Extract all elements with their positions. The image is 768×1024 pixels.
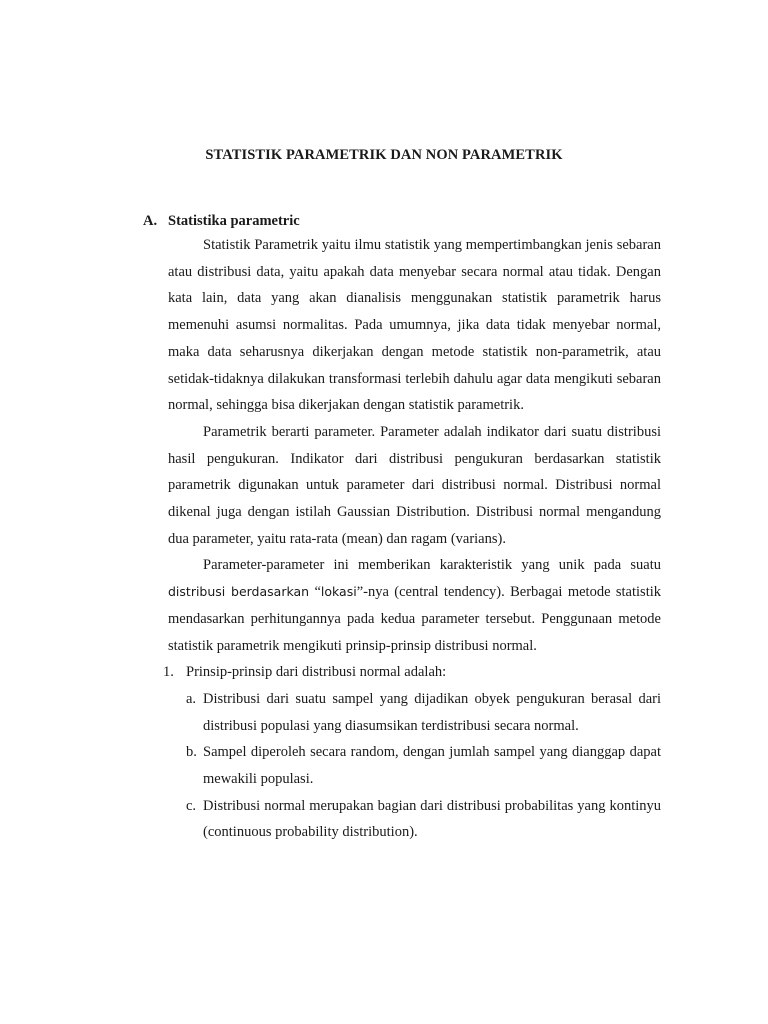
numbered-item-1 (163, 659, 661, 686)
section-heading (143, 213, 300, 230)
paragraph-3-sans-run-2: lokasi (320, 584, 357, 600)
list-marker: a. (186, 690, 197, 707)
list-marker: c. (186, 797, 197, 814)
numbered-text: Prinsip-prinsip dari distribusi normal adalah: (186, 664, 447, 681)
list-item-text: Distribusi normal merupakan bagian dari distribusi probabilitas yang kontinyu (continuous probability distribution). (203, 797, 661, 841)
list-item-text: Sampel diperoleh secara random, dengan jumlah sampel yang dianggap dapat mewakili populasi. (203, 744, 661, 788)
list-item (186, 793, 661, 846)
list-item-text: Distribusi dari suatu sampel yang dijadikan obyek pengukuran berasal dari distribusi populasi yang diasumsikan terdistribusi secara normal. (203, 690, 661, 734)
paragraph-3-text-a: Parameter-parameter ini memberikan karakteristik yang unik pada suatu (203, 557, 661, 574)
section-body (163, 232, 661, 846)
paragraph-1: Statistik Parametrik yaitu ilmu statistik yang mempertimbangkan jenis sebaran atau distribusi data, yaitu apakah data menyebar secara normal atau tidak. Dengan kata lain, data yang akan dianalisis menggunakan statistik parametrik harus memenuhi asumsi normalitas. Pada umumnya, jika data tidak menyebar normal, maka data seharusnya dikerjakan dengan metode statistik non-parametrik, atau setidak-tidaknya dilakukan transformasi terlebih dahulu agar data mengikuti sebaran normal, sehingga bisa dikerjakan dengan statistik parametrik. (168, 237, 661, 414)
list-marker: b. (186, 744, 197, 761)
page-title: STATISTIK PARAMETRIK DAN NON PARAMETRIK (205, 147, 563, 163)
paragraph-2: Parametrik berarti parameter. Parameter adalah indikator dari suatu distribusi hasil pengukuran. Indikator dari distribusi pengukuran berdasarkan statistik parametrik digunakan untuk parameter dari distribusi normal. Distribusi normal dikenal juga dengan istilah Gaussian Distribution. Distribusi normal mengandung dua parameter, yaitu rata-rata (mean) dan ragam (varians). (168, 423, 661, 547)
section-letter: A. (143, 213, 158, 229)
section-title: Statistika parametric (168, 213, 300, 229)
numbered-marker: 1. (163, 664, 174, 681)
paragraph-3-text-c: ”-nya (central tendency). Berbagai metode statistik mendasarkan perhitungannya pada kedua parameter tersebut. Penggunaan metode statistik parametrik mengikuti prinsip-prinsip distribusi normal. (168, 584, 661, 654)
list-item (186, 739, 661, 792)
paragraph-3-text-b: “ (309, 584, 321, 601)
paragraph-3 (168, 552, 661, 659)
paragraph-3-sans-run: distribusi berdasarkan (168, 584, 310, 600)
list-item (186, 686, 661, 739)
sub-list (168, 686, 661, 846)
